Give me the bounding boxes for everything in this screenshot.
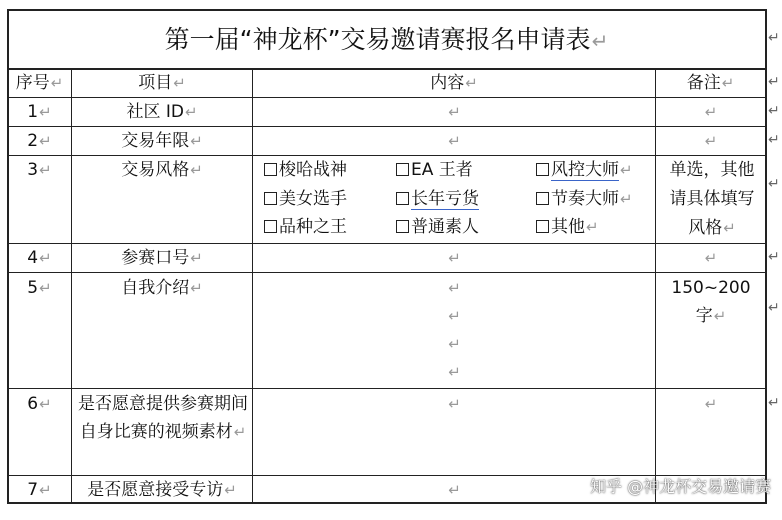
- row-number: 2↵: [27, 131, 52, 151]
- style-option-checkbox[interactable]: EA 王者: [396, 156, 473, 184]
- row-item-label: 交易年限↵: [121, 131, 203, 151]
- style-option-checkbox[interactable]: 美女选手: [264, 185, 347, 213]
- content-field[interactable]: ↵: [448, 103, 461, 121]
- paragraph-mark: ↵: [768, 300, 780, 316]
- row-item-label: 自我介绍↵: [121, 278, 203, 298]
- form-title: 第一届“神龙杯”交易邀请赛报名申请表↵: [164, 25, 609, 54]
- row-separator: [7, 388, 766, 389]
- paragraph-mark: ↵: [768, 74, 780, 90]
- content-field[interactable]: ↵: [448, 481, 461, 499]
- checkbox-icon: [536, 220, 549, 233]
- style-option-checkbox[interactable]: 梭哈战神: [264, 156, 347, 184]
- row-separator: [7, 272, 766, 273]
- checkbox-icon: [536, 163, 549, 176]
- content-field[interactable]: ↵: [448, 395, 461, 413]
- row-item-label: 交易风格↵: [121, 160, 203, 180]
- header-no: 序号↵: [15, 73, 64, 93]
- row-item-label: 是否愿意接受专访↵: [87, 480, 237, 500]
- content-field[interactable]: ↵: [448, 132, 461, 150]
- paragraph-mark: ↵: [768, 132, 780, 148]
- paragraph-mark: ↵: [768, 103, 780, 119]
- checkbox-icon: [264, 220, 277, 233]
- note-field: ↵: [704, 132, 718, 150]
- header-note: 备注↵: [686, 73, 735, 93]
- style-option-checkbox[interactable]: 长年亏货: [396, 185, 479, 213]
- paragraph-mark: ↵: [768, 395, 780, 411]
- style-option-checkbox[interactable]: 节奏大师↵: [536, 185, 633, 213]
- paragraph-mark: ↵: [768, 249, 780, 265]
- row-item-label: 社区 ID↵: [126, 102, 198, 122]
- checkbox-icon: [396, 192, 409, 205]
- row-number: 4↵: [27, 248, 52, 268]
- style-option-checkbox[interactable]: 风控大师↵: [536, 156, 633, 184]
- paragraph-mark: ↵: [768, 176, 780, 192]
- table-border-right: [765, 9, 767, 504]
- row-number: 7↵: [27, 480, 52, 500]
- table-border-top: [7, 9, 766, 11]
- checkbox-icon: [264, 163, 277, 176]
- note-field: 150~200字↵: [671, 278, 751, 326]
- content-field[interactable]: ↵: [448, 249, 461, 267]
- row-number: 6↵: [27, 394, 52, 414]
- header-content: 内容↵: [430, 73, 478, 93]
- checkbox-icon: [396, 220, 409, 233]
- note-field: ↵: [704, 103, 718, 121]
- checkbox-icon: [536, 192, 549, 205]
- paragraph-mark: ↵: [768, 30, 780, 46]
- row-number: 5↵: [27, 278, 52, 298]
- watermark: 知乎 @神龙杯交易邀请赛: [590, 477, 772, 496]
- style-option-checkbox[interactable]: 普通素人: [396, 213, 479, 241]
- style-option-checkbox[interactable]: 其他↵: [536, 213, 599, 241]
- note-field: ↵: [704, 249, 718, 267]
- header-item: 项目↵: [138, 73, 186, 93]
- note-field: ↵: [704, 395, 718, 413]
- checkbox-icon: [264, 192, 277, 205]
- content-field[interactable]: ↵ ↵ ↵ ↵: [448, 279, 461, 381]
- row-item-label: 参赛口号↵: [121, 248, 203, 268]
- row-number: 1↵: [27, 102, 52, 122]
- style-option-checkbox[interactable]: 品种之王: [264, 213, 347, 241]
- row-item-label: 是否愿意提供参赛期间自身比赛的视频素材↵: [78, 394, 248, 442]
- row-number: 3↵: [27, 160, 52, 180]
- note-field: 单选，其他请具体填写风格↵: [669, 160, 755, 238]
- checkbox-icon: [396, 163, 409, 176]
